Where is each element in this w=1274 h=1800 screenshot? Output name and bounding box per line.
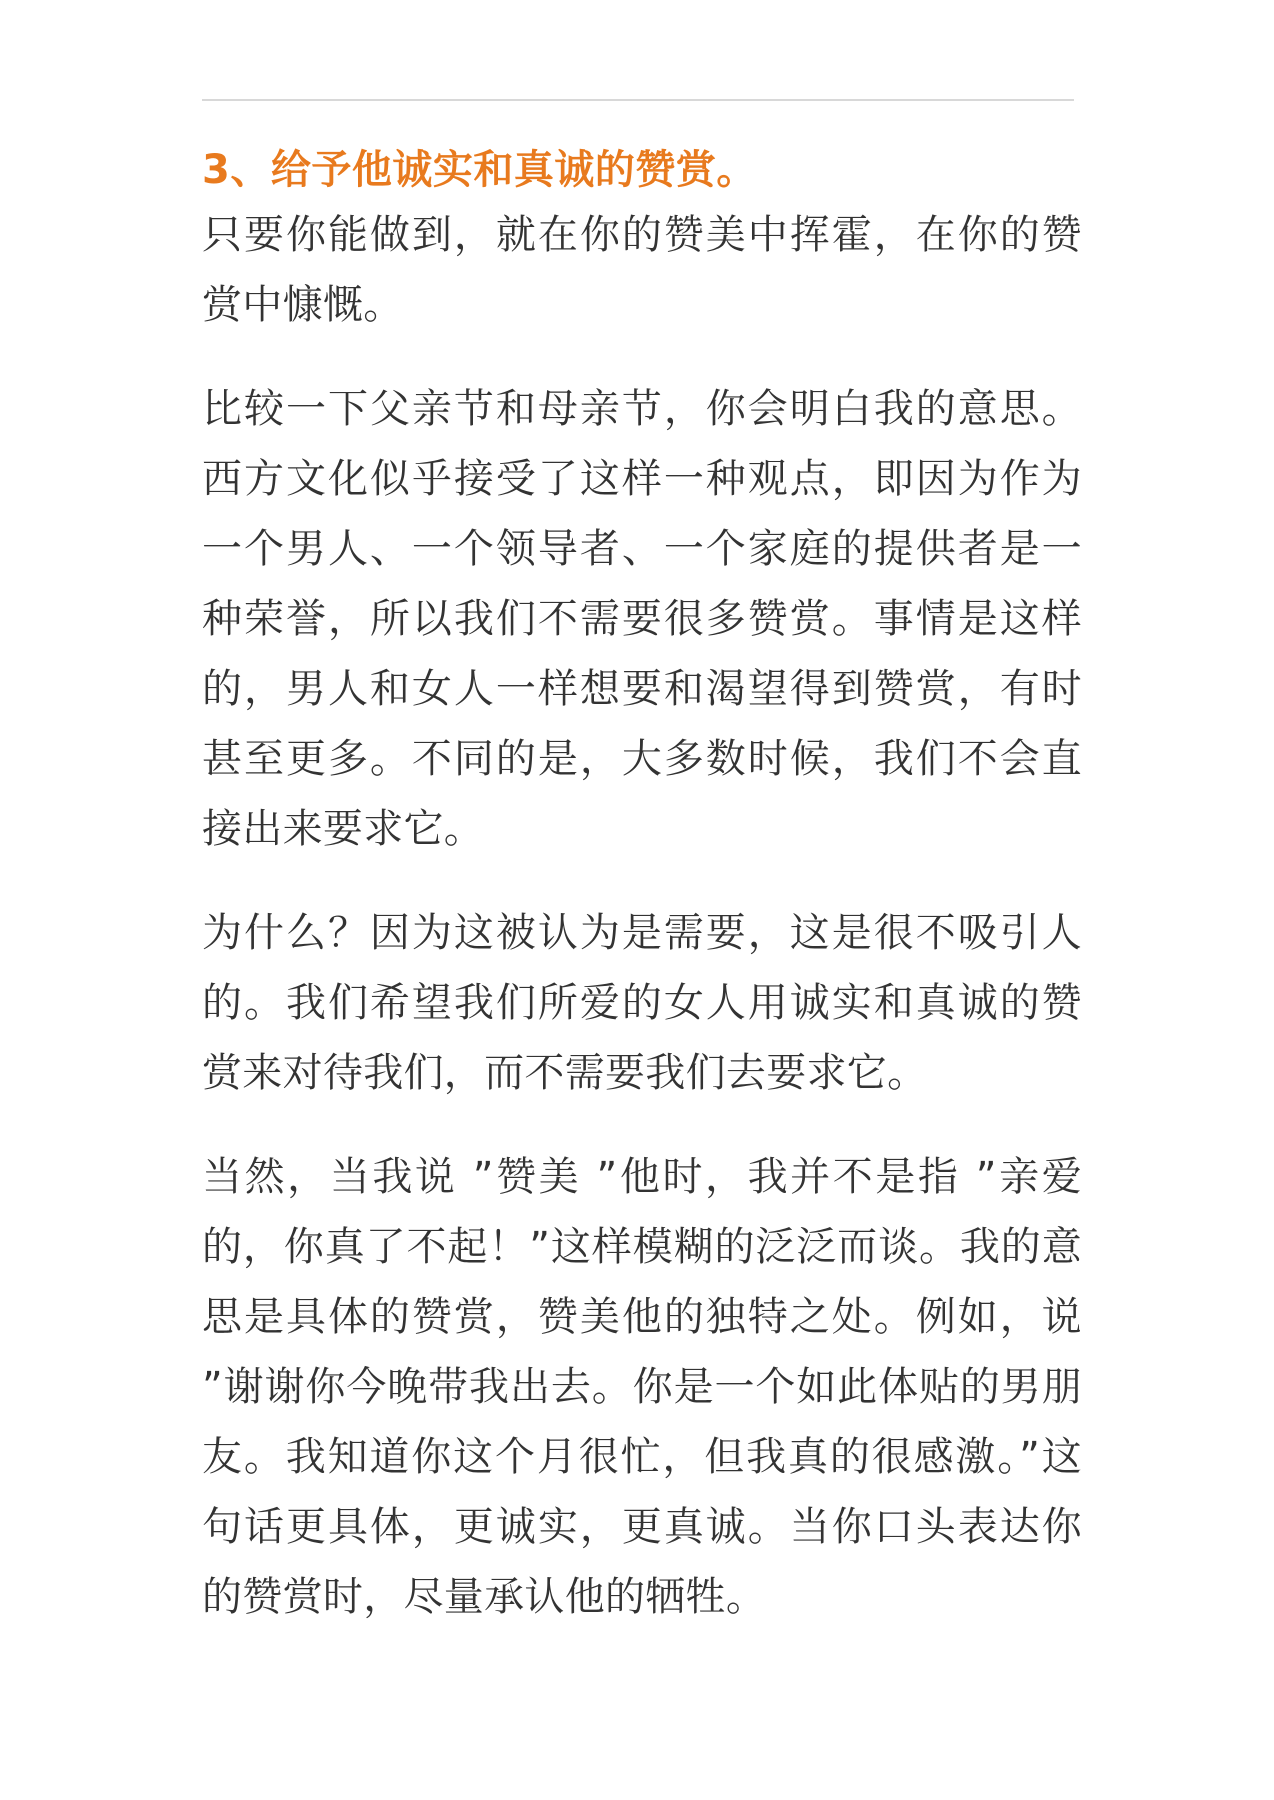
top-divider (202, 99, 1074, 101)
article-body (202, 140, 1082, 1666)
section-heading: 3、给予他诚实和真诚的赞赏。 (202, 147, 757, 193)
paragraph-3: 为什么？因为这被认为是需要，这是很不吸引人的。我们希望我们所爱的女人用诚实和真诚的赞赏来对待我们，而不需要我们去要求它。 (202, 910, 1082, 1096)
paragraph-4: 当然，当我说 ”赞美 ”他时，我并不是指 ”亲爱的，你真了不起！”这样模糊的泛泛而谈。我的意思是具体的赞赏，赞美他的独特之处。例如，说 ”谢谢你今晚带我出去。你是一个如此体贴的男朋友。我知道你这个月很忙，但我真的很感激。”这句话更具体，更诚实，更真诚。当你口头表达你的赞赏时，尽量承认他的牺牲。 (202, 1154, 1082, 1620)
paragraph-2: 比较一下父亲节和母亲节，你会明白我的意思。西方文化似乎接受了这样一种观点，即因为作为一个男人、一个领导者、一个家庭的提供者是一种荣誉，所以我们不需要很多赞赏。事情是这样的，男人和女人一样想要和渴望得到赞赏，有时甚至更多。不同的是，大多数时候，我们不会直接出来要求它。 (202, 386, 1082, 852)
paragraph-1: 只要你能做到，就在你的赞美中挥霍，在你的赞赏中慷慨。 (202, 212, 1082, 328)
